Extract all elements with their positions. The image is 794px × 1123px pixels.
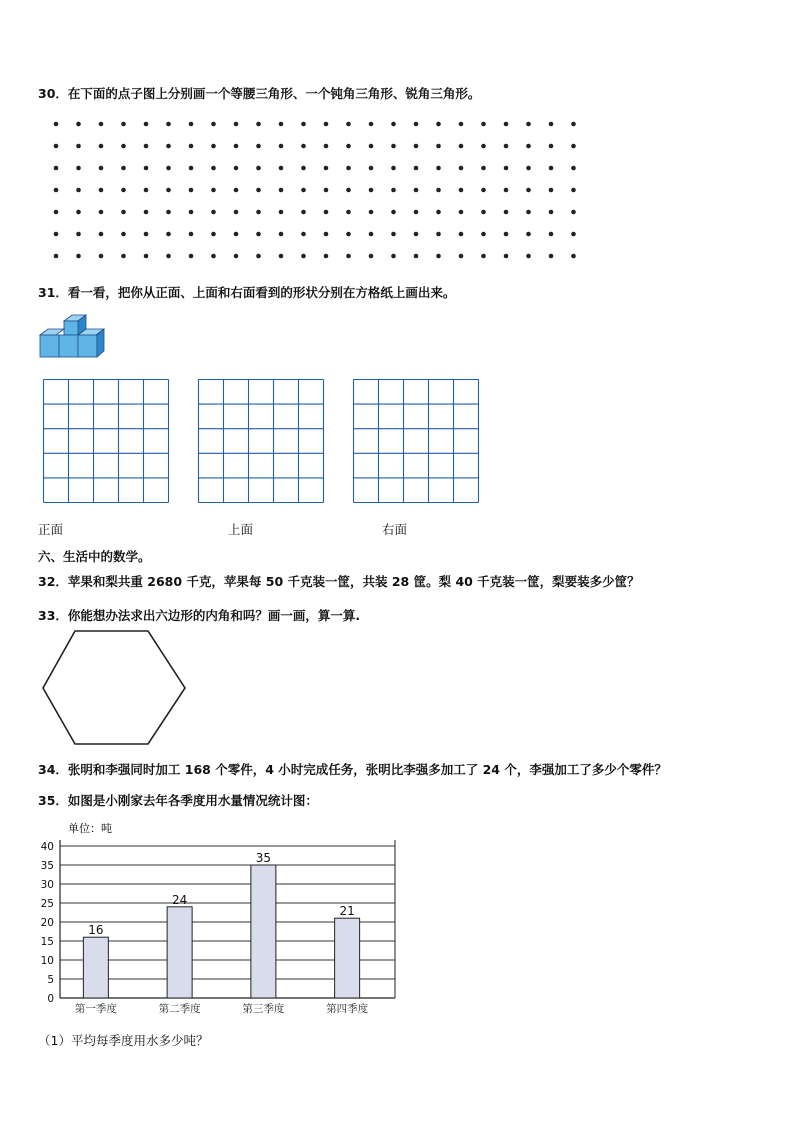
grid-dot[interactable] bbox=[436, 232, 441, 237]
grid-dot[interactable] bbox=[54, 188, 59, 193]
grid-dot[interactable] bbox=[234, 210, 239, 215]
grid-dot[interactable] bbox=[481, 144, 486, 149]
grid-dot[interactable] bbox=[121, 254, 126, 259]
grid-dot[interactable] bbox=[166, 210, 171, 215]
grid-dot[interactable] bbox=[121, 210, 126, 215]
grid-dot[interactable] bbox=[166, 188, 171, 193]
x-category-label: 第四季度 bbox=[326, 1003, 369, 1015]
grid-dot[interactable] bbox=[414, 122, 419, 127]
grid-dot[interactable] bbox=[211, 210, 216, 215]
grid-dot[interactable] bbox=[99, 210, 104, 215]
grid-dot[interactable] bbox=[459, 210, 464, 215]
grid-dot[interactable] bbox=[414, 254, 419, 259]
grid-dot[interactable] bbox=[211, 166, 216, 171]
grid-dot[interactable] bbox=[459, 188, 464, 193]
bar-3 bbox=[251, 865, 276, 998]
grid-dot[interactable] bbox=[144, 122, 149, 127]
grid-dot[interactable] bbox=[256, 144, 261, 149]
grid-dot[interactable] bbox=[76, 122, 81, 127]
grid-dot[interactable] bbox=[211, 144, 216, 149]
grid-dot[interactable] bbox=[234, 232, 239, 237]
grid-dot[interactable] bbox=[211, 122, 216, 127]
grid-dot[interactable] bbox=[234, 254, 239, 259]
grid-dot[interactable] bbox=[459, 166, 464, 171]
water-usage-bar-chart bbox=[30, 816, 410, 1021]
question-35-sub-1: （1）平均每季度用水多少吨？ bbox=[38, 1033, 209, 1048]
grid-dot[interactable] bbox=[256, 254, 261, 259]
grid-dot[interactable] bbox=[369, 210, 374, 215]
grid-dot[interactable] bbox=[346, 254, 351, 259]
y-tick-label: 20 bbox=[40, 917, 54, 929]
grid-dot[interactable] bbox=[369, 232, 374, 237]
dot-grid[interactable] bbox=[40, 112, 585, 272]
grid-dot[interactable] bbox=[526, 210, 531, 215]
grid-dot[interactable] bbox=[121, 166, 126, 171]
grid-dot[interactable] bbox=[571, 144, 576, 149]
grid-dot[interactable] bbox=[279, 144, 284, 149]
y-tick-label: 40 bbox=[40, 841, 54, 853]
grid-dot[interactable] bbox=[391, 188, 396, 193]
grid-dot[interactable] bbox=[571, 210, 576, 215]
grid-dot[interactable] bbox=[459, 144, 464, 149]
chart-y-tick-labels bbox=[41, 841, 54, 1005]
grid-dot[interactable] bbox=[459, 232, 464, 237]
grid-dot[interactable] bbox=[54, 122, 59, 127]
grid-dot[interactable] bbox=[504, 188, 509, 193]
grid-paper-right[interactable] bbox=[352, 378, 480, 504]
bar-value-label: 24 bbox=[171, 892, 188, 907]
grid-dot[interactable] bbox=[436, 122, 441, 127]
grid-dot[interactable] bbox=[481, 122, 486, 127]
grid-dot[interactable] bbox=[121, 188, 126, 193]
grid-dot[interactable] bbox=[391, 254, 396, 259]
grid-dot[interactable] bbox=[324, 210, 329, 215]
grid-dot[interactable] bbox=[526, 166, 531, 171]
grid-dot[interactable] bbox=[346, 122, 351, 127]
grid-paper-front[interactable] bbox=[42, 378, 170, 504]
grid-dot[interactable] bbox=[301, 232, 306, 237]
grid-dot[interactable] bbox=[76, 188, 81, 193]
grid-dot[interactable] bbox=[549, 254, 554, 259]
chart-bars bbox=[83, 865, 359, 998]
grid-dot[interactable] bbox=[279, 210, 284, 215]
grid-dot[interactable] bbox=[189, 144, 194, 149]
grid-dot[interactable] bbox=[324, 188, 329, 193]
grid-dot[interactable] bbox=[189, 254, 194, 259]
grid-dot[interactable] bbox=[571, 232, 576, 237]
grid-dot[interactable] bbox=[504, 210, 509, 215]
y-tick-label: 10 bbox=[40, 955, 54, 967]
x-category-label: 第二季度 bbox=[158, 1003, 201, 1015]
grid-dot[interactable] bbox=[391, 144, 396, 149]
chart-y-unit-label: 单位：吨 bbox=[68, 822, 112, 835]
bar-value-label: 21 bbox=[339, 904, 355, 919]
x-category-label: 第三季度 bbox=[242, 1003, 285, 1015]
grid-dot[interactable] bbox=[279, 166, 284, 171]
grid-dot[interactable] bbox=[526, 122, 531, 127]
grid-dot[interactable] bbox=[526, 188, 531, 193]
grid-dot[interactable] bbox=[76, 144, 81, 149]
grid-dot[interactable] bbox=[99, 188, 104, 193]
grid-dot[interactable] bbox=[121, 232, 126, 237]
grid-dot[interactable] bbox=[234, 144, 239, 149]
grid-dot[interactable] bbox=[549, 188, 554, 193]
grid-dot[interactable] bbox=[549, 232, 554, 237]
grid-dot[interactable] bbox=[481, 166, 486, 171]
grid-dot[interactable] bbox=[99, 232, 104, 237]
grid-dot[interactable] bbox=[571, 166, 576, 171]
grid-dot[interactable] bbox=[481, 232, 486, 237]
grid-dot[interactable] bbox=[436, 166, 441, 171]
grid-dot[interactable] bbox=[166, 122, 171, 127]
grid-dot[interactable] bbox=[301, 144, 306, 149]
grid-dot[interactable] bbox=[256, 188, 261, 193]
grid-dot[interactable] bbox=[481, 188, 486, 193]
y-tick-label: 5 bbox=[47, 974, 54, 986]
grid-dot[interactable] bbox=[324, 144, 329, 149]
grid-dot[interactable] bbox=[571, 254, 576, 259]
grid-dot[interactable] bbox=[504, 166, 509, 171]
y-tick-label: 15 bbox=[40, 936, 54, 948]
grid-dot[interactable] bbox=[324, 232, 329, 237]
grid-dot[interactable] bbox=[54, 210, 59, 215]
cube-stack-figure bbox=[38, 313, 106, 361]
grid-dot[interactable] bbox=[301, 166, 306, 171]
grid-dot[interactable] bbox=[504, 232, 509, 237]
grid-dot[interactable] bbox=[54, 144, 59, 149]
label-front: 正面 bbox=[38, 522, 64, 537]
bar-value-label: 35 bbox=[255, 851, 272, 865]
grid-dot[interactable] bbox=[414, 210, 419, 215]
grid-dot[interactable] bbox=[99, 254, 104, 259]
grid-dot[interactable] bbox=[211, 188, 216, 193]
grid-dot[interactable] bbox=[369, 166, 374, 171]
grid-dot[interactable] bbox=[76, 210, 81, 215]
grid-dot[interactable] bbox=[99, 166, 104, 171]
grid-dot[interactable] bbox=[346, 188, 351, 193]
question-34-text: 34．张明和李强同时加工 168 个零件，4 小时完成任务，张明比李强多加工了 24 个，李强加工了多少个零件？ bbox=[38, 762, 667, 777]
grid-dot[interactable] bbox=[324, 254, 329, 259]
bar-2 bbox=[167, 907, 192, 998]
grid-dot[interactable] bbox=[211, 232, 216, 237]
grid-dot[interactable] bbox=[279, 122, 284, 127]
grid-dot[interactable] bbox=[324, 166, 329, 171]
grid-dot[interactable] bbox=[481, 210, 486, 215]
grid-dot[interactable] bbox=[391, 122, 396, 127]
grid-dot[interactable] bbox=[504, 144, 509, 149]
grid-dot[interactable] bbox=[166, 144, 171, 149]
grid-dot[interactable] bbox=[571, 122, 576, 127]
grid-dot[interactable] bbox=[414, 166, 419, 171]
grid-dot[interactable] bbox=[166, 254, 171, 259]
grid-dot[interactable] bbox=[459, 254, 464, 259]
grid-dot[interactable] bbox=[76, 166, 81, 171]
chart-value-labels bbox=[88, 851, 355, 937]
grid-dot[interactable] bbox=[301, 210, 306, 215]
grid-dot[interactable] bbox=[369, 144, 374, 149]
grid-dot[interactable] bbox=[301, 254, 306, 259]
grid-dot[interactable] bbox=[211, 254, 216, 259]
grid-dot[interactable] bbox=[346, 166, 351, 171]
grid-dot[interactable] bbox=[391, 210, 396, 215]
grid-dot[interactable] bbox=[256, 166, 261, 171]
grid-dot[interactable] bbox=[54, 232, 59, 237]
grid-dot[interactable] bbox=[414, 188, 419, 193]
grid-dot[interactable] bbox=[436, 144, 441, 149]
chart-category-labels bbox=[75, 1002, 369, 1015]
grid-dot[interactable] bbox=[459, 122, 464, 127]
grid-paper-top[interactable] bbox=[197, 378, 325, 504]
grid-dot[interactable] bbox=[189, 210, 194, 215]
grid-dot[interactable] bbox=[144, 210, 149, 215]
grid-dot[interactable] bbox=[526, 254, 531, 259]
grid-dot[interactable] bbox=[346, 144, 351, 149]
grid-dot[interactable] bbox=[189, 188, 194, 193]
grid-dot[interactable] bbox=[526, 144, 531, 149]
question-35-text: 35．如图是小刚家去年各季度用水量情况统计图： bbox=[38, 793, 318, 808]
grid-dot[interactable] bbox=[99, 122, 104, 127]
grid-dot[interactable] bbox=[144, 188, 149, 193]
x-category-label: 第一季度 bbox=[74, 1003, 117, 1015]
grid-dot[interactable] bbox=[144, 166, 149, 171]
y-tick-label: 0 bbox=[47, 993, 54, 1005]
question-30-text: 30．在下面的点子图上分别画一个等腰三角形、一个钝角三角形、锐角三角形。 bbox=[38, 86, 481, 101]
question-31-text: 31．看一看，把你从正面、上面和右面看到的形状分别在方格纸上画出来。 bbox=[38, 285, 456, 300]
grid-dot[interactable] bbox=[436, 188, 441, 193]
grid-dot[interactable] bbox=[571, 188, 576, 193]
grid-dot[interactable] bbox=[549, 144, 554, 149]
grid-dot[interactable] bbox=[391, 166, 396, 171]
grid-dot[interactable] bbox=[279, 188, 284, 193]
label-right: 右面 bbox=[382, 522, 408, 537]
grid-dot[interactable] bbox=[369, 254, 374, 259]
grid-dot[interactable] bbox=[549, 166, 554, 171]
grid-dot[interactable] bbox=[189, 166, 194, 171]
grid-dot[interactable] bbox=[54, 254, 59, 259]
grid-dot[interactable] bbox=[166, 232, 171, 237]
grid-dot[interactable] bbox=[414, 144, 419, 149]
y-tick-label: 35 bbox=[40, 860, 54, 872]
grid-dot[interactable] bbox=[144, 144, 149, 149]
grid-dot[interactable] bbox=[189, 232, 194, 237]
grid-dot[interactable] bbox=[504, 122, 509, 127]
grid-dot[interactable] bbox=[391, 232, 396, 237]
section-6-heading: 六、生活中的数学。 bbox=[38, 549, 151, 564]
grid-dot[interactable] bbox=[256, 210, 261, 215]
dot-grid-points bbox=[54, 122, 576, 259]
grid-dot[interactable] bbox=[279, 254, 284, 259]
grid-dot[interactable] bbox=[144, 232, 149, 237]
grid-dot[interactable] bbox=[369, 188, 374, 193]
question-33-text: 33．你能想办法求出六边形的内角和吗？画一画，算一算. bbox=[38, 608, 361, 623]
grid-dot[interactable] bbox=[76, 232, 81, 237]
grid-dot[interactable] bbox=[76, 254, 81, 259]
grid-dot[interactable] bbox=[144, 254, 149, 259]
grid-dot[interactable] bbox=[256, 122, 261, 127]
question-32-text: 32．苹果和梨共重 2680 千克，苹果每 50 千克装一筐，共装 28 筐。梨 40 千克装一筐，梨要装多少筐？ bbox=[38, 574, 640, 589]
grid-dot[interactable] bbox=[166, 166, 171, 171]
bar-4 bbox=[335, 918, 360, 998]
grid-dot[interactable] bbox=[504, 254, 509, 259]
grid-dot[interactable] bbox=[414, 232, 419, 237]
bar-value-label: 16 bbox=[88, 923, 104, 938]
grid-dot[interactable] bbox=[481, 254, 486, 259]
grid-dot[interactable] bbox=[121, 122, 126, 127]
grid-dot[interactable] bbox=[234, 122, 239, 127]
grid-dot[interactable] bbox=[369, 122, 374, 127]
grid-dot[interactable] bbox=[279, 232, 284, 237]
grid-dot[interactable] bbox=[346, 210, 351, 215]
grid-dot[interactable] bbox=[54, 166, 59, 171]
grid-dot[interactable] bbox=[234, 166, 239, 171]
y-tick-label: 25 bbox=[40, 898, 54, 910]
grid-dot[interactable] bbox=[189, 122, 194, 127]
grid-dot[interactable] bbox=[526, 232, 531, 237]
grid-dot[interactable] bbox=[549, 122, 554, 127]
grid-dot[interactable] bbox=[436, 254, 441, 259]
y-tick-label: 30 bbox=[40, 879, 54, 891]
grid-dot[interactable] bbox=[324, 122, 329, 127]
grid-dot[interactable] bbox=[301, 188, 306, 193]
bar-1 bbox=[83, 937, 108, 998]
grid-dot[interactable] bbox=[549, 210, 554, 215]
grid-dot[interactable] bbox=[346, 232, 351, 237]
label-top: 上面 bbox=[228, 522, 254, 537]
grid-dot[interactable] bbox=[256, 232, 261, 237]
hexagon-figure bbox=[40, 628, 190, 748]
grid-dot[interactable] bbox=[301, 122, 306, 127]
grid-dot[interactable] bbox=[436, 210, 441, 215]
grid-dot[interactable] bbox=[99, 144, 104, 149]
grid-dot[interactable] bbox=[121, 144, 126, 149]
grid-dot[interactable] bbox=[234, 188, 239, 193]
